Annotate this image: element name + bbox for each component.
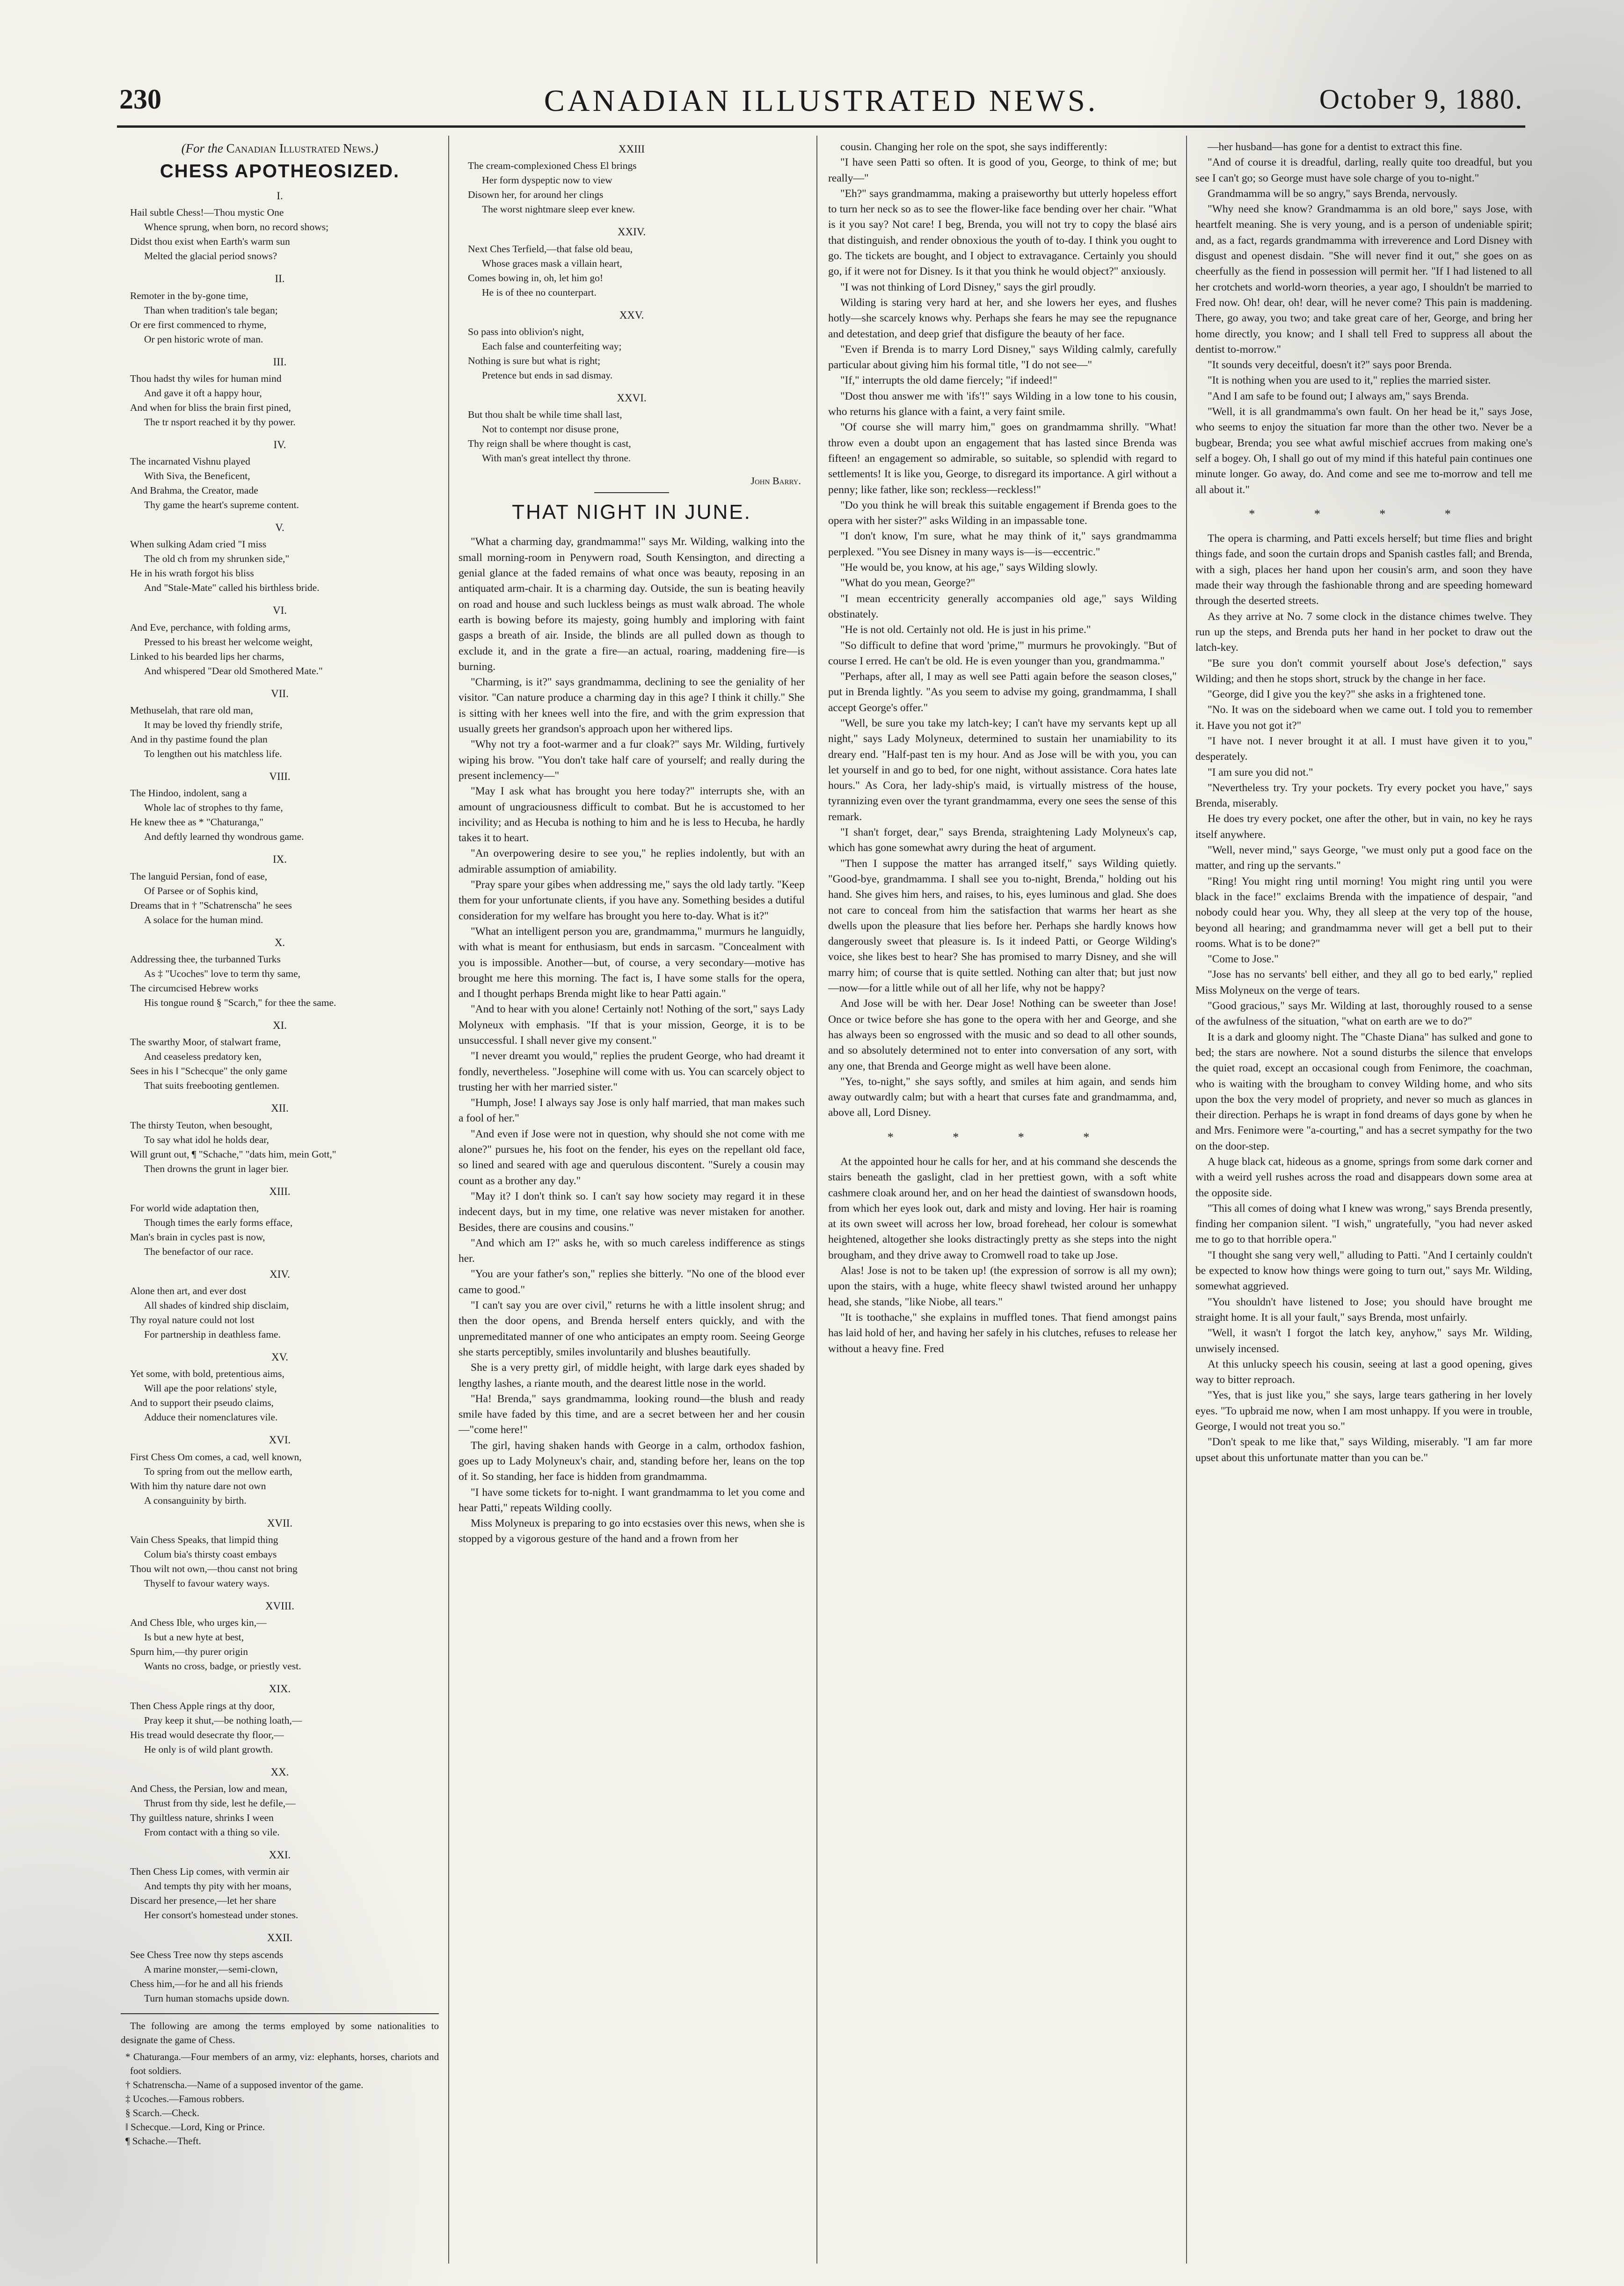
poem-line: Sees in his ‖ "Schecque" the only game [130, 1065, 287, 1077]
poem-source-line: (For the Canadian Illustrated News.) [181, 141, 379, 155]
story-text-col2 [459, 534, 805, 1547]
poem-line: The thirsty Teuton, when besought, [130, 1119, 272, 1131]
story-paragraph: "I don't know, I'm sure, what he may think of it," says grandmamma perplexed. "You see Disney in many ways is—is—eccentric." [828, 530, 1177, 558]
poem-line: Next Ches Terfield,—that false old beau, [468, 243, 633, 255]
poem-stanza [121, 1681, 439, 1756]
poem-line: And tempts thy pity with her moans, [144, 1880, 291, 1892]
poem-line: Thy royal nature could not lost [130, 1314, 255, 1326]
story-paragraph: "Humph, Jose! I always say Jose is only half married, that man makes such a fool of her." [459, 1097, 805, 1125]
story-paragraph: "Well, never mind," says George, "we must only put a good face on the matter, and ring up the servants." [1195, 844, 1532, 872]
story-paragraph: He does try every pocket, one after the other, but in vain, no key he rays itself anywhere. [1195, 813, 1532, 841]
story-paragraph: —her husband—has gone for a dentist to extract this fine. [1208, 141, 1463, 153]
poem-line: Addressing thee, the turbanned Turks [130, 953, 281, 965]
poem-line: The languid Persian, fond of ease, [130, 870, 268, 882]
story-paragraph: "Of course she will marry him," goes on grandmamma shrilly. "What! throw even a doubt upon an engagement that has lasted since Brenda was fifteen! an engagement so admirable, so suitable, so splendid with regard to settlements! It is like you, George, to disregard its importance. A girl without a penny; like father, like son; reckless—reckless!" [828, 421, 1177, 496]
poem-line: Alone then art, and ever dost [130, 1285, 247, 1297]
poem-line: Wants no cross, badge, or priestly vest. [144, 1660, 301, 1672]
poem-line: And "Stale-Mate" called his birthless bride. [144, 582, 320, 594]
poem-line: For world wide adaptation then, [130, 1202, 259, 1214]
stanza-number: XIX. [269, 1683, 291, 1695]
poem-stanza [121, 271, 439, 346]
poem-stanza [459, 390, 805, 466]
story-paragraph: "You are your father's son," replies she bitterly. "No one of the blood ever came to good." [459, 1268, 805, 1296]
page-number: 230 [119, 84, 161, 115]
story-paragraph: "Jose has no servants' bell either, and they all go to bed early," replied Miss Molyneux on the verge of tears. [1195, 968, 1532, 997]
poem-line: Then drowns the grunt in lager bier. [144, 1163, 289, 1174]
poem-line: A marine monster,—semi-clown, [144, 1963, 278, 1975]
poem-line: Thou wilt not own,—thou canst not bring [130, 1563, 298, 1575]
story-paragraph: "Dost thou answer me with 'ifs'!" says Wilding in a low tone to his cousin, who returns his glance with a faint, a very faint smile. [828, 390, 1177, 418]
story-paragraph: The opera is charming, and Patti excels herself; but time flies and bright things fade, and soon the curtain drops and Spanish castles fall; and Brenda, with a sigh, places her hand upon her cousin's arm, and soon they have made their way through the fashionable throng and are speeding homeward through the deserted streets. [1195, 532, 1532, 607]
poem-line: Vain Chess Speaks, that limpid thing [130, 1534, 278, 1546]
story-paragraph: "And which am I?" asks he, with so much careless indifference as stings her. [459, 1237, 805, 1265]
poem-line: Didst thou exist when Earth's warm sun [130, 236, 290, 248]
poem-line: And Eve, perchance, with folding arms, [130, 621, 291, 633]
story-paragraph: "It is nothing when you are used to it," replies the married sister. [1208, 374, 1491, 387]
story-paragraph: It is a dark and gloomy night. The "Chaste Diana" has sulked and gone to bed; the stars are nowhere. Not a sound disturbs the silence that envelops the quiet road, except an occasional cough from Fenimore, the coachman, who is waiting with the brougham to convey Wilding home, and who sits upon the box the very model of propriety, and never so much as glances in their direction. Perhaps he is wrapt in fond dreams of days gone by when he and Mrs. Fenimore were "a-courting," and has a secret sympathy for the two on the door-step. [1195, 1031, 1532, 1152]
story-paragraph: Wilding is staring very hard at her, and she lowers her eyes, and flushes hotly—she scarcely knows why. Perhaps she fears he may see the repugnance and detestation, and deep grief that disfigure the beauty of her face. [828, 296, 1177, 340]
footnotes [121, 2050, 439, 2148]
story-paragraph: A huge black cat, hideous as a gnome, springs from some dark corner and with a weird yell rushes across the road and disappears down some area at the opposite side. [1195, 1156, 1532, 1199]
column-4 [1195, 139, 1532, 2264]
poem-line: Thrust from thy side, lest he defile,— [144, 1797, 296, 1809]
story-paragraph: "And I am safe to be found out; I always am," says Brenda. [1208, 390, 1469, 402]
poem-line: The tr nsport reached it by thy power. [144, 416, 296, 428]
story-paragraph: "Well, it is all grandmamma's own fault. On her head be it," says Jose, who seems to enjoy the situation far more than the other two. Never be a bugbear, Brenda; you see what awful mischief accrues from making one's self a bogey. Oh, I shall go out of my mind if this hateful pain continues one minute longer. Go away, do. And come and see me to-morrow and tell me all about it." [1195, 406, 1532, 496]
stanza-number: VIII. [269, 771, 291, 783]
poem-line: And Chess, the Persian, low and mean, [130, 1783, 288, 1794]
poem-line: Whose graces mask a villain heart, [482, 257, 622, 269]
poem-line: Spurn him,—thy purer origin [130, 1646, 248, 1658]
stanza-number: IX. [272, 853, 287, 866]
poem-line: Than when tradition's tale began; [144, 304, 278, 316]
column-rule [448, 136, 449, 2264]
stanza-number: XIII. [269, 1185, 291, 1197]
poem-line: Comes bowing in, oh, let him go! [468, 272, 604, 284]
story-paragraph: "Then I suppose the matter has arranged itself," says Wilding quietly. "Good-bye, grandmamma. I shall see you to-night, Brenda," holding out his hand. She gives him hers, and raises, to his, eyes luminous and glad. She does not care to conceal from him the satisfaction that warms her heart as she dwells upon the pleasure that lies before her. Perhaps she hardly knows how dangerously sweet that pleasure is. Is it indeed Patti, or George Wilding's voice, she likes best to hear? She has promised to marry Disney, and she will marry him; of course that is quite settled. Nothing can alter that; but just now—now—for a little while out of all her life, why not be happy? [828, 857, 1177, 995]
poem-line: Thou hadst thy wiles for human mind [130, 372, 282, 384]
stanza-number: XXV. [619, 309, 644, 321]
stanza-number: XXIII [618, 143, 645, 155]
stanza-number: II. [275, 273, 285, 285]
poem-stanza [121, 1184, 439, 1259]
poem-line: He is of thee no counterpart. [482, 286, 597, 298]
poem-stanza [121, 603, 439, 678]
poem-line: Or pen historic wrote of man. [144, 333, 263, 345]
story-paragraph: "He is not old. Certainly not old. He is just in his prime." [840, 624, 1091, 636]
stanza-number: XII. [271, 1102, 289, 1114]
column-rule [816, 136, 817, 2264]
poem-line: He only is of wild plant growth. [144, 1743, 273, 1755]
story-paragraph: "It sounds very deceitful, doesn't it?" says poor Brenda. [1208, 359, 1452, 371]
story-paragraph: "May I ask what has brought you here today?" interrupts she, with an amount of ungraciousness difficult to combat. But he is accustomed to her incivility; and as Hecuba is nothing to him and he is less to Hecuba, he hardly takes it to heart. [459, 785, 805, 845]
story-paragraph: Grandmamma will be so angry," says Brenda, nervously. [1208, 187, 1457, 200]
story-paragraph: cousin. Changing her role on the spot, she says indifferently: [840, 141, 1107, 153]
poem-line: Or ere first commenced to rhyme, [130, 319, 267, 330]
poem-stanza [459, 307, 805, 383]
story-text-col4 [1195, 139, 1532, 1466]
poem-line: And when for bliss the brain first pined, [130, 401, 291, 413]
story-paragraph: "Be sure you don't commit yourself about Jose's defection," says Wilding; and then he stops short, struck by the change in her face. [1195, 657, 1532, 685]
story-paragraph: "I have seen Patti so often. It is good of you, George, to think of me; but really—" [828, 156, 1177, 184]
story-paragraph: "This all comes of doing what I knew was wrong," says Brenda presently, finding her companion silent. "I wish," ungratefully, "you had never asked me to go to that horrible opera." [1195, 1202, 1532, 1246]
story-paragraph: "You shouldn't have listened to Jose; you should have brought me straight home. It is all your fault," says Brenda, most unfairly. [1195, 1296, 1532, 1324]
poem-stanza [121, 437, 439, 512]
poem-line: As ‡ "Ucoches" love to term thy same, [144, 968, 301, 979]
story-paragraph: As they arrive at No. 7 some clock in the distance chimes twelve. They run up the steps, and Brenda puts her hand in her pocket to draw out the latch-key. [1195, 610, 1532, 654]
poem-line: Thy reign shall be where thought is cast, [468, 438, 631, 450]
poem-line: Linked to his bearded lips her charms, [130, 650, 284, 662]
poem-line: Whence sprung, when born, no record shows; [144, 221, 329, 233]
poem-line: Methuselah, that rare old man, [130, 705, 253, 716]
poem-line: Melted the glacial period snows? [144, 250, 277, 262]
stanza-number: XVIII. [265, 1600, 294, 1612]
story-paragraph: Miss Molyneux is preparing to go into ecstasies over this news, when she is stopped by a vigorous gesture of the hand and a frown from her [459, 1517, 805, 1545]
poem-line: To lengthen out his matchless life. [144, 748, 282, 760]
poem-stanza [121, 1847, 439, 1922]
story-paragraph: The girl, having shaken hands with George in a calm, orthodox fashion, goes up to Lady Molyneux's chair, and, standing before her, leans on the top of it. So standing, her face is hidden from grandmamma. [459, 1439, 805, 1483]
poem-line: From contact with a thing so vile. [144, 1826, 280, 1838]
poem-stanza [121, 1515, 439, 1591]
footnote: † Schatrenscha.—Name of a supposed inventor of the game. [125, 2079, 364, 2090]
poem-line: Each false and counterfeiting way; [482, 340, 622, 352]
story-paragraph: And Jose will be with her. Dear Jose! Nothing can be sweeter than Jose! Once or twice before she has gone to the opera with her and George, and she has always been so engrossed with the music and so dead to all other sounds, and so absolutely determined not to enter into conversation of any sort, with any one, that Brenda and George might as well have been alone. [828, 997, 1177, 1072]
poem-line: Chess him,—for he and all his friends [130, 1978, 283, 1989]
poem-line: Will ape the poor relations' style, [144, 1383, 277, 1394]
story-paragraph: "Why need she know? Grandmamma is an old bore," says Jose, with heartfelt meaning. She is very young, and is a person of undeniable spirit; and, as a fact, regards grandmamma with irreverence and Lord Disney with disgust and openest disdain. "She will never find it out," she goes on as cheerfully as the fiend in possession will permit her. "If I had listened to all her crotchets and world-worn theories, a year ago, I shouldn't be married to Fred now. Oh! dear, oh! dear, will he never come? This pain is maddening. There, go away, you two; and take great care of her, George, and bring her home directly, you know; and I shall tell Fred to suppress all about the dentist to-morrow." [1195, 203, 1532, 356]
stanza-number: XV. [271, 1351, 288, 1363]
poem-line: And Brahma, the Creator, made [130, 485, 258, 496]
poem-line: Not to contempt nor disuse prone, [482, 423, 619, 435]
story-paragraph: "Ha! Brenda," says grandmamma, looking round—the blush and ready smile have faded by this time, and are a secret between her and her cousin—"come here!" [459, 1392, 805, 1436]
story-paragraph: "Well, be sure you take my latch-key; I can't have my servants kept up all night," says Lady Molyneux, determined to sustain her unamiability to its dreary end. "Half-past ten is my hour. And as Jose will be with you, you can let yourself in and go to bed, for one night, without assistance. Cora hates late hours." As Cora, her lady-ship's maid, is virtually mistress of the house, tyrannizing even over the tyrant grandmamma, every one sees the sense of this remark. [828, 717, 1177, 823]
poem-line: And gave it oft a happy hour, [144, 387, 262, 399]
poem-stanza [121, 935, 439, 1010]
story-paragraph: "What a charming day, grandmamma!" says Mr. Wilding, walking into the small morning-room in Penywern road, South Kensington, and directing a genial glance at the faded remains of what once was beauty, reposing in an antiquated arm-chair. It is a charming day. Outside, the sun is beating heavily on road and house and such luckless beings as must walk abroad. The whole earth is bowing before its majesty, going humbly and imploring with faint gasps a breath of air. Inside, the blinds are all pulled down as though to exclude it, and in the grate a fire—an actual, roaring, maddening fire—is burning. [459, 536, 805, 673]
column-2 [459, 139, 805, 2264]
poem-stanza [459, 224, 805, 299]
story-paragraph: "An overpowering desire to see you," he replies indolently, but with an admirable assumption of amiability. [459, 847, 805, 875]
section-break: * * * * [887, 1130, 1118, 1144]
stanza-number: XVI. [269, 1434, 291, 1446]
story-paragraph: "Even if Brenda is to marry Lord Disney," says Wilding calmly, carefully particular about giving him his formal title, "I do not see—" [828, 343, 1177, 371]
poem-line: His tongue round § "Scarch," for thee the same. [144, 997, 336, 1008]
poem-line: Nothing is sure but what is right; [468, 355, 601, 366]
stanza-number: XI. [272, 1019, 287, 1031]
poem-line: Man's brain in cycles past is now, [130, 1231, 265, 1243]
footnote: § Scarch.—Check. [125, 2107, 200, 2119]
poem-line: Thyself to favour watery ways. [144, 1578, 270, 1589]
poem-line: Though times the early forms efface, [144, 1216, 293, 1228]
poem-line: To spring from out the mellow earth, [144, 1465, 292, 1477]
footnote: ¶ Schache.—Theft. [125, 2135, 201, 2147]
stanza-number: III. [273, 356, 287, 368]
story-paragraph: "I have some tickets for to-night. I want grandmamma to let you come and hear Patti," repeats Wilding coolly. [459, 1486, 805, 1514]
poem-line: Dreams that in † "Schatrenscha" he sees [130, 899, 292, 911]
poem-line: And Chess Ible, who urges kin,— [130, 1617, 267, 1629]
footnote-rule [121, 2013, 439, 2014]
story-paragraph: "Ring! You might ring until morning! You might ring until you were black in the face!" exclaims Brenda with the impatience of despair, "and nobody could hear you. Why, they all sleep at the very top of the house, beyond all hearing; and grandmamma never will get a bell put to their rooms. What is to be done?" [1195, 875, 1532, 950]
story-text-col3 [828, 139, 1177, 1357]
poem-line: To say what idol he holds dear, [144, 1134, 269, 1145]
stanza-number: XXVI. [617, 392, 647, 404]
poem-line: Thy game the heart's supreme content. [144, 499, 299, 511]
story-paragraph: "Well, it wasn't I forgot the latch key, anyhow," says Mr. Wilding, unwisely incensed. [1195, 1327, 1532, 1355]
poem-line: The benefactor of our race. [144, 1245, 254, 1257]
story-paragraph: "I never dreamt you would," replies the prudent George, who had dreamt it fondly, nevertheless. "Josephine will come with us. You can scarcely object to trusting her with her married sister." [459, 1050, 805, 1093]
poem-line: When sulking Adam cried "I miss [130, 539, 267, 550]
column-1 [121, 139, 439, 2264]
poem-line: He knew thee as * "Chaturanga," [130, 816, 264, 828]
poem-stanza [121, 1349, 439, 1425]
story-paragraph: "Yes, to-night," she says softly, and smiles at him again, and sends him away outwardly calm; but with a heart that curses fate and grandmamma, and, above all, Lord Disney. [828, 1075, 1177, 1119]
poem-title: CHESS APOTHEOSIZED. [160, 161, 400, 182]
stanza-number: XXIV. [617, 226, 646, 238]
story-paragraph: At the appointed hour he calls for her, and at his command she descends the stairs beneath the gaslight, clad in her prettiest gown, with a soft white cashmere cloak around her, and on her head the daintiest of swansdown hoods, from which her eyes look out, dark and misty and loving. Her hair is roaming at its own sweet will across her low, broad forehead, her colour is somewhat heightened, altogether she looks distractingly pretty as she steps into the night brougham, and they drive away to Cromwell road to take up Jose. [828, 1156, 1177, 1261]
poem-line: With him thy nature dare not own [130, 1480, 266, 1492]
story-paragraph: "I have not. I never brought it at all. I must have given it to you," desperately. [1195, 735, 1532, 763]
story-paragraph: "George, did I give you the key?" she asks in a frightened tone. [1208, 688, 1486, 701]
section-rule [594, 492, 669, 493]
poem-line: With Siva, the Beneficent, [144, 470, 250, 482]
poem-line: Then Chess Lip comes, with vermin air [130, 1866, 289, 1878]
poem-line: Colum bia's thirsty coast embays [144, 1549, 277, 1560]
poem-line: Discard her presence,—let her share [130, 1895, 277, 1907]
poem-stanza [121, 1018, 439, 1093]
story-paragraph: "Nevertheless try. Try your pockets. Try every pocket you have," says Brenda, miserably. [1195, 781, 1532, 810]
poem-line: Pray keep it shut,—be nothing loath,— [144, 1714, 302, 1726]
poem-line: The circumcised Hebrew works [130, 982, 259, 994]
poem-line: Hail subtle Chess!—Thou mystic One [130, 207, 284, 218]
story-paragraph: "Don't speak to me like that," says Wilding, miserably. "I am far more upset about this unfortunate matter than you can be." [1195, 1436, 1532, 1464]
poem-line: The incarnated Vishnu played [130, 456, 250, 467]
poem-line: It may be loved thy friendly strife, [144, 719, 283, 731]
story-paragraph: "He would be, you know, at his age," says Wilding slowly. [840, 561, 1098, 574]
poem-stanzas-continued [459, 141, 805, 466]
stanza-number: IV. [273, 438, 286, 451]
story-paragraph: "I am sure you did not." [1208, 766, 1313, 779]
poem-stanza [121, 354, 439, 430]
poem-line: And to support their pseudo claims, [130, 1397, 274, 1409]
poem-line: That suits freebooting gentlemen. [144, 1080, 279, 1092]
poem-line: And deftly learned thy wondrous game. [144, 831, 304, 843]
column-rule [1186, 136, 1187, 2264]
stanza-number: XXII. [267, 1932, 293, 1944]
story-paragraph: "Do you think he will break this suitable engagement if Brenda goes to the opera with her sister?" asks Wilding in an impassable tone. [828, 499, 1177, 527]
story-title: THAT NIGHT IN JUNE. [512, 501, 751, 524]
poem-stanza [121, 769, 439, 844]
poem-stanza [121, 520, 439, 595]
story-paragraph: "And to hear with you alone! Certainly not! Nothing of the sort," says Lady Molyneux with emphasis. "If that is your mission, George, it is to be unsuccessful. I shall never give my consent." [459, 1003, 805, 1047]
stanza-number: XIV. [269, 1268, 290, 1280]
story-paragraph: "I can't say you are over civil," returns he with a little insolent shrug; and then the door opens, and Brenda herself enters quickly, and with the unpremeditated manner of one who anticipates an empty room. Seeing George she starts perceptibly, smiles involuntarily and blushes beautifully. [459, 1299, 805, 1358]
story-paragraph: "I thought she sang very well," alluding to Patti. "And I certainly couldn't be expected to know how things were going to turn out," says Mr. Wilding, somewhat aggrieved. [1195, 1249, 1532, 1293]
poem-line: The old ch from my shrunken side," [144, 553, 290, 565]
poem-line: And whispered "Dear old Smothered Mate." [144, 665, 323, 677]
poem-line: See Chess Tree now thy steps ascends [130, 1949, 284, 1960]
stanza-number: X. [274, 936, 285, 948]
stanza-number: I. [277, 190, 283, 202]
poem-stanza [121, 1764, 439, 1840]
poem-line: The cream-complexioned Chess El brings [468, 160, 637, 172]
poem-line: So pass into oblivion's night, [468, 326, 584, 337]
poem-line: Will grunt out, ¶ "Schache," "dats him, mein Gott," [130, 1148, 336, 1160]
story-paragraph: "What do you mean, George?" [840, 577, 976, 590]
story-paragraph: "Good gracious," says Mr. Wilding at last, thoroughly roused to a sense of the awfulness of the situation, "what on earth are we to do?" [1195, 1000, 1532, 1028]
poem-stanza [459, 141, 805, 217]
poem-stanza [121, 1267, 439, 1342]
story-paragraph: "I mean eccentricity generally accompanies old age," says Wilding obstinately. [828, 592, 1177, 620]
poem-line: Adduce their nomenclatures vile. [144, 1412, 278, 1423]
story-paragraph: "It is toothache," she explains in muffled tones. That fiend amongst pains has laid hold of her, and having her safely in his clutches, refuses to release her without a heavy fine. Fred [828, 1311, 1177, 1355]
poem-line: Is but a new hyte at best, [144, 1631, 244, 1643]
poem-line: But thou shalt be while time shall last, [468, 409, 622, 421]
poem-line: He in his wrath forgot his bliss [130, 568, 254, 579]
story-paragraph: Alas! Jose is not to be taken up! (the expression of sorrow is all my own); upon the stairs, with a huge, white fleecy shawl twisted around her unhappy head, she stands, "like Niobe, all tears." [828, 1265, 1177, 1308]
story-paragraph: "I shan't forget, dear," says Brenda, straightening Lady Molyneux's cap, which has gone somewhat awry during the heat of argument. [828, 826, 1177, 854]
poem-line: A consanguinity by birth. [144, 1494, 247, 1506]
poem-line: Disown her, for around her clings [468, 189, 604, 201]
footnote: ‖ Schecque.—Lord, King or Prince. [125, 2121, 265, 2133]
story-paragraph: "Perhaps, after all, I may as well see Patti again before the season closes," put in Brenda lightly. "As you seem to advise my going, grandmamma, I shall accept George's offer." [828, 670, 1177, 714]
poem-stanzas [121, 188, 439, 2006]
story-paragraph: "Pray spare your gibes when addressing me," says the old lady tartly. "Keep them for your unfortunate clients, if you have any. Something besides a dutiful consideration for my welfare has brought you here to-day. What is it?" [459, 879, 805, 922]
newspaper-title: CANADIAN ILLUSTRATED NEWS. [544, 84, 1099, 118]
story-paragraph: "Why not try a foot-warmer and a fur cloak?" says Mr. Wilding, furtively wiping his brow. "You don't take half care of yourself; and really during the present inclemency—" [459, 738, 805, 782]
stanza-number: VI. [272, 604, 287, 617]
poem-line: The Hindoo, indolent, sang a [130, 787, 247, 799]
poem-line: Thy guiltless nature, shrinks I ween [130, 1812, 274, 1823]
story-paragraph: "Charming, is it?" says grandmamma, declining to see the geniality of her visitor. "Can nature produce a charming day in this age? I think it chilly." She is sitting with her knees well into the fire, and with the grim expression that usually greets her grandson's approach upon her withered lips. [459, 676, 805, 735]
poem-stanza [121, 1100, 439, 1176]
poem-line: Then Chess Apple rings at thy door, [130, 1700, 275, 1711]
story-paragraph: "What an intelligent person you are, grandmamma," murmurs he languidly, with what is meant for enthusiasm, but ends in sarcasm. "Concealment with you is impossible. Another—but, of course, a very secondary—motive has brought me here this morning. The fact is, I have some stalls for the opera, and I thought perhaps Brenda might like to hear Patti again." [459, 925, 805, 1000]
poem-line: Turn human stomachs upside down. [144, 1992, 290, 2004]
story-paragraph: "If," interrupts the old dame fiercely; "if indeed!" [840, 374, 1057, 387]
poem-line: All shades of kindred ship disclaim, [144, 1300, 289, 1311]
poem-stanza [121, 686, 439, 761]
poem-author: John Barry. [750, 475, 801, 487]
section-break: * * * * [1249, 507, 1479, 521]
poem-line: A solace for the human mind. [144, 914, 263, 925]
poem-line: Yet some, with bold, pretentious aims, [130, 1368, 284, 1380]
footnote: * Chaturanga.—Four members of an army, viz: elephants, horses, chariots and foot soldiers. [125, 2051, 439, 2076]
story-paragraph: "And of course it is dreadful, darling, really quite too dreadful, but you see I can't go; so George must have sole charge of you to-night." [1195, 156, 1532, 184]
header-rule [117, 125, 1525, 128]
footnote: ‡ Ucoches.—Famous robbers. [125, 2093, 245, 2104]
poem-line: And ceaseless predatory ken, [144, 1051, 262, 1063]
poem-line: With man's great intellect thy throne. [482, 452, 631, 464]
story-paragraph: "So difficult to define that word 'prime,'" murmurs he provokingly. "But of course I erred. He can't be old. He is even younger than you, grandmamma." [828, 639, 1177, 667]
story-paragraph: She is a very pretty girl, of middle height, with large dark eyes shaded by lengthy lashes, a riante mouth, and the dearest little nose in the world. [459, 1361, 805, 1390]
poem-stanza [121, 1598, 439, 1674]
story-paragraph: "Come to Jose." [1208, 953, 1279, 966]
poem-stanza [121, 1432, 439, 1507]
poem-line: Pressed to his breast her welcome weight, [144, 636, 313, 648]
poem-line: Remoter in the by-gone time, [130, 290, 248, 301]
poem-line: The swarthy Moor, of stalwart frame, [130, 1036, 281, 1048]
poem-stanza [121, 1930, 439, 2005]
poem-line: Whole lac of strophes to thy fame, [144, 802, 283, 814]
column-3 [828, 139, 1177, 2264]
story-paragraph: "May it? I don't think so. I can't say how society may regard it in these indecent days, but in my time, one relative was never mistaken for another. Besides, there are cousins and cousins." [459, 1190, 805, 1234]
stanza-number: XVII. [267, 1517, 293, 1529]
stanza-number: XXI. [269, 1849, 291, 1861]
poem-stanza [121, 188, 439, 263]
poem-stanza [121, 852, 439, 927]
story-paragraph: "I was not thinking of Lord Disney," says the girl proudly. [840, 281, 1096, 293]
stanza-number: V. [275, 522, 284, 534]
story-paragraph: "Eh?" says grandmamma, making a praiseworthy but utterly hopeless effort to turn her neck so as to see the flower-like face bending over her chair. "What is it you say? Not care! I beg, Brenda, you will not try to copy the blasé airs that distinguish, and render obnoxious the youth of to-day. I think you ought to go. The tickets are bought, and I object to extravagance. Certainly you should go, if it were not for Disney. Is it that you think he would object?" anxiously. [828, 187, 1177, 278]
story-paragraph: At this unlucky speech his cousin, seeing at last a good opening, gives way to bitter reproach. [1195, 1358, 1532, 1386]
poem-line: Pretence but ends in sad dismay. [482, 369, 613, 381]
story-paragraph: "And even if Jose were not in question, why should she not come with me alone?" pursues he, his foot on the fender, his eyes on the repellant old face, so lined and seared with age and querulous discontent. "Surely a cousin may count as a brother any day." [459, 1128, 805, 1187]
poem-line: The worst nightmare sleep ever knew. [482, 204, 635, 215]
poem-line: First Chess Om comes, a cad, well known, [130, 1451, 302, 1463]
issue-date: October 9, 1880. [1319, 84, 1523, 115]
poem-line: For partnership in deathless fame. [144, 1329, 281, 1340]
poem-line: His tread would desecrate thy floor,— [130, 1729, 284, 1740]
poem-line: And in thy pastime found the plan [130, 734, 268, 745]
story-paragraph: "No. It was on the sideboard when we came out. I told you to remember it. Have you not got it?" [1195, 704, 1532, 732]
page-header [119, 83, 1523, 125]
poem-line: Her consort's homestead under stones. [144, 1909, 299, 1921]
story-paragraph: "Yes, that is just like you," she says, large tears gathering in her lovely eyes. "To upbraid me now, when I am most unhappy. If you were in trouble, George, I would not treat you so." [1195, 1389, 1532, 1433]
poem-line: Her form dyspeptic now to view [482, 175, 612, 186]
stanza-number: XX. [270, 1766, 289, 1778]
footnote-intro: The following are among the terms employed by some nationalities to designate the game of Chess. [121, 2020, 439, 2046]
stanza-number: VII. [271, 687, 289, 699]
poem-line: Of Parsee or of Sophis kind, [144, 885, 258, 896]
